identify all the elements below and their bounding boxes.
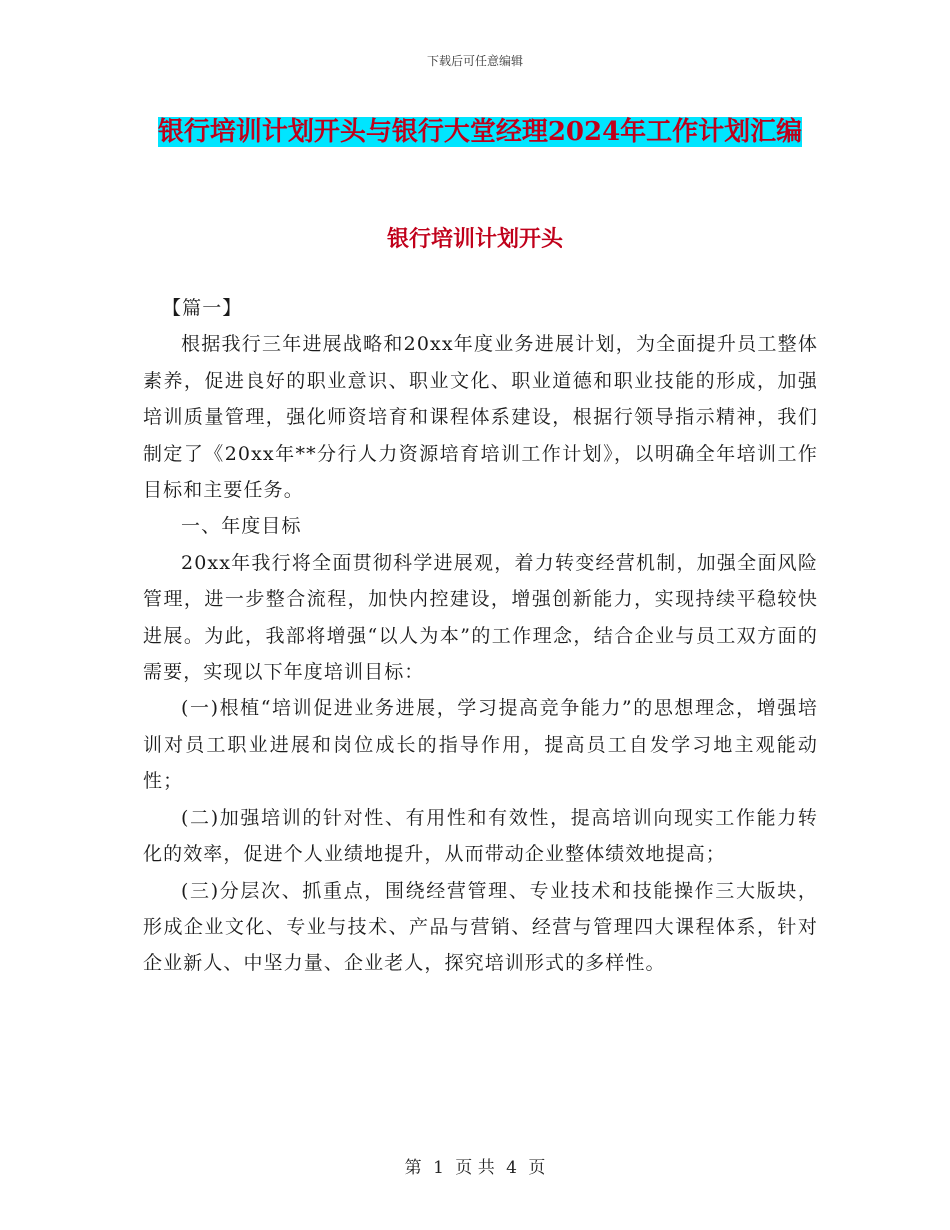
document-title [140,110,820,154]
section-title: 银行培训计划开头 [386,226,563,252]
document-title-text: 银行培训计划开头与银行大堂经理2024年工作计划汇编 [157,117,803,147]
list-item: (一)根植“培训促进业务进展，学习提高竞争能力”的思想理念，增强培训对员工职业进展和岗位成长的指导作用，提高员工自发学习地主观能动性； [143,697,818,793]
paragraph: 20xx年我行将全面贯彻科学进展观，着力转变经营机制，加强全面风险管理，进一步整合流程，加快内控建设，增强创新能力，实现持续平稳较快进展。为此，我部将增强“以人为本”的工作理念，结合企业与员工双方面的需要，实现以下年度培训目标： [143,551,818,684]
page-footer [0,1153,950,1178]
page-number: 1 [433,1158,444,1178]
footer-mid: 页 共 [455,1158,495,1178]
footer-prefix: 第 [404,1158,422,1178]
header-note: 下载后可任意编辑 [426,54,523,68]
list-item: (二)加强培训的针对性、有用性和有效性，提高培训向现实工作能力转化的效率，促进个人业绩地提升，从而带动企业整体绩效地提高； [143,806,818,866]
paragraph-heading: 一、年度目标 [181,515,302,538]
document-body [143,290,818,982]
footer-suffix: 页 [528,1158,546,1178]
total-pages: 4 [506,1158,517,1178]
paragraph: 根据我行三年进展战略和20xx年度业务进展计划，为全面提升员工整体素养，促进良好的职业意识、职业文化、职业道德和职业技能的形成，加强培训质量管理，强化师资培育和课程体系建设，根据行领导指示精神，我们制定了《20xx年**分行人力资源培育培训工作计划》，以明确全年培训工作目标和主要任务。 [143,333,818,502]
list-item: (三)分层次、抓重点，围绕经营管理、专业技术和技能操作三大版块，形成企业文化、专业与技术、产品与营销、经营与管理四大课程体系，针对企业新人、中坚力量、企业老人，探究培训形式的多样性。 [143,879,818,975]
chapter-heading: 【篇一】 [162,297,243,319]
